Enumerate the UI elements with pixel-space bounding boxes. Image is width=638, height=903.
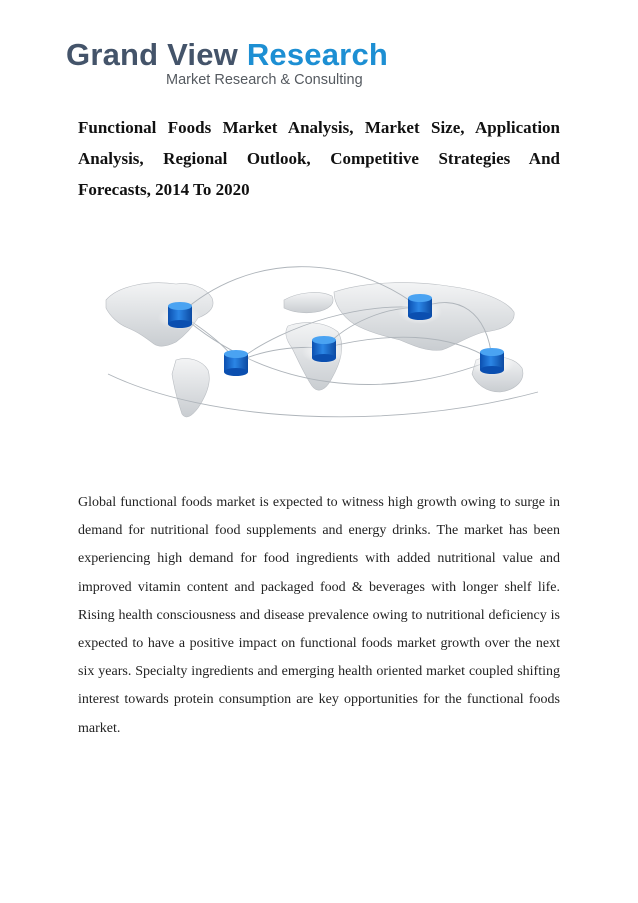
world-network-illustration — [88, 262, 554, 422]
database-icon-south-america — [224, 350, 248, 376]
database-icon-oceania — [480, 348, 504, 374]
report-title: Functional Foods Market Analysis, Market Size, Application Analysis, Regional Outlook, Competitive Strategies And Forecasts, 2014 To 2020 — [78, 118, 560, 199]
logo-brand-grand: Grand View — [66, 37, 238, 72]
database-icon-africa — [312, 336, 336, 362]
logo-brand-research: Research — [246, 37, 389, 72]
database-icon-europe — [408, 294, 432, 320]
company-logo — [66, 37, 389, 94]
database-icon-north-america — [168, 302, 192, 328]
logo-tagline: Market Research & Consulting — [166, 72, 363, 88]
logo-wordmark — [66, 37, 389, 72]
market-summary-paragraph: Global functional foods market is expected to witness high growth owing to surge in demand for nutritional food supplements and energy drinks. The market has been experiencing high demand for food ingredients with added nutritional value and improved vitamin content and packaged food & beverages with longer shelf life. Rising health consciousness and disease prevalence owing to nutritional deficiency is expected to have a positive impact on functional foods market growth over the next six years. Specialty ingredients and emerging health oriented market coupled shifting interest towards protein consumption are key opportunities for the functional foods market. — [78, 495, 560, 736]
